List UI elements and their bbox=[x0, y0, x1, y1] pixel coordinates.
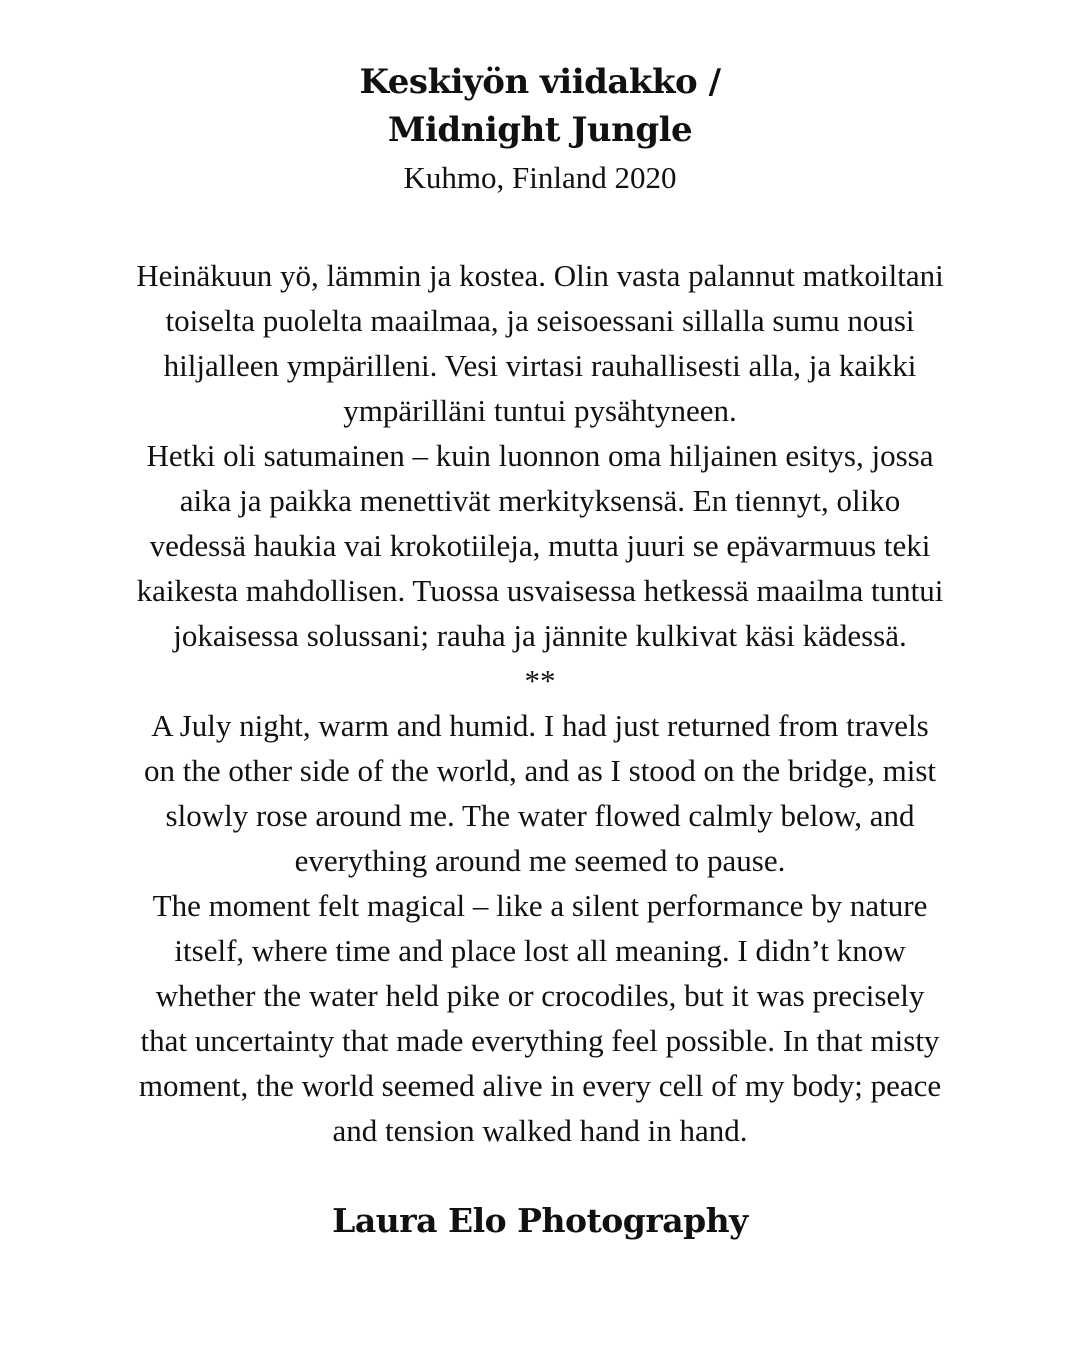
text-line: everything around me seemed to pause. bbox=[294, 843, 786, 878]
title-block bbox=[0, 58, 1080, 198]
story-text bbox=[50, 253, 1030, 1153]
text-line: kaikesta mahdollisen. Tuossa usvaisessa hetkessä maailma tuntui bbox=[136, 573, 944, 608]
page-title-line-2: Midnight Jungle bbox=[387, 110, 693, 150]
text-line: aika ja paikka menettivät merkityksensä. En tiennyt, oliko bbox=[179, 483, 901, 518]
text-line: The moment felt magical – like a silent performance by nature bbox=[152, 888, 928, 923]
text-line: whether the water held pike or crocodiles, but it was precisely bbox=[155, 978, 925, 1013]
text-line: on the other side of the world, and as I stood on the bridge, mist bbox=[143, 753, 937, 788]
photographer-signature: Laura Elo Photography bbox=[332, 1201, 748, 1240]
text-line: A July night, warm and humid. I had just returned from travels bbox=[151, 708, 929, 743]
text-line: Hetki oli satumainen – kuin luonnon oma hiljainen esitys, jossa bbox=[146, 438, 934, 473]
text-line: Heinäkuun yö, lämmin ja kostea. Olin vasta palannut matkoiltani bbox=[136, 258, 944, 293]
text-line: hiljalleen ympärilleni. Vesi virtasi rauhallisesti alla, ja kaikki bbox=[163, 348, 917, 383]
text-line: moment, the world seemed alive in every cell of my body; peace bbox=[138, 1068, 942, 1103]
page-title-line-1: Keskiyön viidakko / bbox=[359, 62, 721, 102]
text-line: that uncertainty that made everything feel possible. In that misty bbox=[140, 1023, 940, 1058]
text-line: slowly rose around me. The water flowed calmly below, and bbox=[165, 798, 915, 833]
text-line: itself, where time and place lost all meaning. I didn’t know bbox=[174, 933, 906, 968]
text-line: ympärilläni tuntui pysähtyneen. bbox=[343, 393, 737, 428]
section-divider: ** bbox=[524, 663, 556, 698]
text-line: jokaisessa solussani; rauha ja jännite kulkivat käsi kädessä. bbox=[173, 618, 907, 653]
text-line: vedessä haukia vai krokotiileja, mutta juuri se epävarmuus teki bbox=[149, 528, 931, 563]
text-line: and tension walked hand in hand. bbox=[332, 1113, 748, 1148]
location-year-subtitle: Kuhmo, Finland 2020 bbox=[403, 160, 677, 195]
text-line: toiselta puolelta maailmaa, ja seisoessani sillalla sumu nousi bbox=[165, 303, 915, 338]
